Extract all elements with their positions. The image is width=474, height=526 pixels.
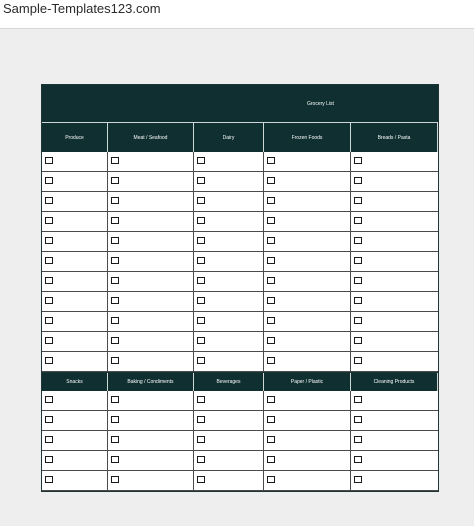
checkbox-icon[interactable] [45,157,53,164]
list-cell [194,292,264,312]
title-bar [42,85,438,123]
checkbox-icon[interactable] [267,337,275,344]
column-header-cleaning-products: Cleaning Products [351,373,438,391]
list-cell [42,152,108,172]
list-cell [42,252,108,272]
list-cell [194,391,264,411]
column-header-beverages: Beverages [194,373,264,391]
list-cell [351,212,438,232]
checkbox-icon[interactable] [354,177,362,184]
list-cell [264,451,351,471]
list-cell [42,212,108,232]
list-cell [42,451,108,471]
checkbox-icon[interactable] [197,357,205,364]
checkbox-icon[interactable] [354,197,362,204]
list-cell [264,192,351,212]
checkbox-icon[interactable] [45,257,53,264]
list-cell [42,431,108,451]
checkbox-icon[interactable] [111,416,119,423]
list-cell [264,312,351,332]
checkbox-icon[interactable] [197,217,205,224]
list-cell [351,232,438,252]
list-cell [108,431,194,451]
checkbox-icon[interactable] [354,396,362,403]
checkbox-icon[interactable] [45,277,53,284]
checkbox-icon[interactable] [111,237,119,244]
list-cell [108,292,194,312]
list-cell [108,352,194,372]
column-header-produce: Produce [42,123,108,152]
checkbox-icon[interactable] [45,197,53,204]
list-cell [194,411,264,431]
checkbox-icon[interactable] [354,317,362,324]
checkbox-icon[interactable] [267,277,275,284]
column-header-baking-condiments: Baking / Condiments [108,373,194,391]
list-cell [194,172,264,192]
list-cell [42,172,108,192]
list-cell [42,192,108,212]
list-cell [42,411,108,431]
list-cell [194,252,264,272]
list-cell [264,212,351,232]
checkbox-icon[interactable] [197,416,205,423]
checkbox-icon[interactable] [354,157,362,164]
checkbox-icon[interactable] [111,157,119,164]
list-cell [194,312,264,332]
checkbox-icon[interactable] [354,237,362,244]
list-cell [194,272,264,292]
checkbox-icon[interactable] [267,396,275,403]
checkbox-icon[interactable] [354,476,362,483]
list-cell [42,391,108,411]
list-cell [42,332,108,352]
checkbox-icon[interactable] [111,317,119,324]
column-header-snacks: Snacks [42,373,108,391]
list-cell [108,172,194,192]
list-cell [351,272,438,292]
checkbox-icon[interactable] [45,337,53,344]
list-cell [108,272,194,292]
checkbox-icon[interactable] [267,217,275,224]
list-cell [351,192,438,212]
checkbox-icon[interactable] [111,337,119,344]
checkbox-icon[interactable] [45,476,53,483]
list-cell [351,152,438,172]
list-cell [194,192,264,212]
checkbox-icon[interactable] [45,317,53,324]
checkbox-icon[interactable] [45,357,53,364]
checkbox-icon[interactable] [45,416,53,423]
grocery-list-table [41,84,439,492]
list-cell [108,451,194,471]
list-cell [42,312,108,332]
list-cell [108,391,194,411]
list-cell [42,352,108,372]
list-cell [194,352,264,372]
checkbox-icon[interactable] [354,436,362,443]
checkbox-icon[interactable] [197,297,205,304]
checkbox-icon[interactable] [111,257,119,264]
checkbox-icon[interactable] [197,257,205,264]
section-2-grid [42,372,438,491]
list-cell [108,471,194,491]
checkbox-icon[interactable] [267,456,275,463]
list-cell [108,232,194,252]
list-cell [351,292,438,312]
list-cell [351,352,438,372]
list-cell [351,451,438,471]
list-cell [264,272,351,292]
checkbox-icon[interactable] [45,456,53,463]
list-cell [108,212,194,232]
checkbox-icon[interactable] [111,456,119,463]
list-cell [42,232,108,252]
checkbox-icon[interactable] [45,237,53,244]
checkbox-icon[interactable] [111,357,119,364]
list-cell [351,252,438,272]
column-header-meat-seafood: Meat / Seafood [108,123,194,152]
document-sheet [0,28,474,526]
checkbox-icon[interactable] [111,277,119,284]
checkbox-icon[interactable] [267,297,275,304]
list-cell [108,411,194,431]
column-header-frozen-foods: Frozen Foods [264,123,351,152]
list-cell [194,451,264,471]
list-cell [194,232,264,252]
checkbox-icon[interactable] [197,197,205,204]
checkbox-icon[interactable] [267,257,275,264]
checkbox-icon[interactable] [354,416,362,423]
checkbox-icon[interactable] [267,317,275,324]
checkbox-icon[interactable] [197,476,205,483]
list-cell [108,332,194,352]
checkbox-icon[interactable] [267,357,275,364]
checkbox-icon[interactable] [111,217,119,224]
list-cell [264,471,351,491]
checkbox-icon[interactable] [267,416,275,423]
checkbox-icon[interactable] [197,436,205,443]
list-cell [264,252,351,272]
checkbox-icon[interactable] [45,297,53,304]
list-cell [264,152,351,172]
checkbox-icon[interactable] [111,436,119,443]
checkbox-icon[interactable] [111,197,119,204]
list-cell [351,172,438,192]
list-cell [194,431,264,451]
list-cell [264,332,351,352]
column-header-dairy: Dairy [194,123,264,152]
list-cell [351,471,438,491]
checkbox-icon[interactable] [267,476,275,483]
checkbox-icon[interactable] [111,177,119,184]
list-cell [194,471,264,491]
checkbox-icon[interactable] [197,317,205,324]
section-1-grid [42,123,438,372]
checkbox-icon[interactable] [354,297,362,304]
checkbox-icon[interactable] [197,456,205,463]
list-cell [264,172,351,192]
checkbox-icon[interactable] [197,396,205,403]
list-cell [194,152,264,172]
list-cell [264,352,351,372]
checkbox-icon[interactable] [354,337,362,344]
column-header-paper-plastic: Paper / Plastic [264,373,351,391]
list-cell [351,391,438,411]
list-cell [108,152,194,172]
checkbox-icon[interactable] [197,277,205,284]
checkbox-icon[interactable] [111,396,119,403]
checkbox-icon[interactable] [111,297,119,304]
checkbox-icon[interactable] [354,277,362,284]
list-cell [108,312,194,332]
checkbox-icon[interactable] [197,237,205,244]
list-cell [194,212,264,232]
list-cell [264,292,351,312]
site-watermark: Sample-Templates123.com [3,1,161,16]
checkbox-icon[interactable] [45,177,53,184]
checkbox-icon[interactable] [197,157,205,164]
list-cell [42,471,108,491]
checkbox-icon[interactable] [354,217,362,224]
grocery-list-title: Grocery List [307,101,334,107]
checkbox-icon[interactable] [45,217,53,224]
checkbox-icon[interactable] [267,436,275,443]
list-cell [108,252,194,272]
list-cell [264,431,351,451]
list-cell [264,232,351,252]
checkbox-icon[interactable] [267,157,275,164]
column-header-breads-pasta: Breads / Pasta [351,123,438,152]
checkbox-icon[interactable] [45,396,53,403]
checkbox-icon[interactable] [354,257,362,264]
checkbox-icon[interactable] [111,476,119,483]
list-cell [108,192,194,212]
checkbox-icon[interactable] [354,456,362,463]
list-cell [351,312,438,332]
list-cell [42,292,108,312]
checkbox-icon[interactable] [267,237,275,244]
checkbox-icon[interactable] [197,337,205,344]
checkbox-icon[interactable] [197,177,205,184]
list-cell [264,391,351,411]
checkbox-icon[interactable] [267,177,275,184]
list-cell [194,332,264,352]
checkbox-icon[interactable] [354,357,362,364]
list-cell [351,431,438,451]
list-cell [351,332,438,352]
list-cell [264,411,351,431]
list-cell [42,272,108,292]
checkbox-icon[interactable] [267,197,275,204]
list-cell [351,411,438,431]
checkbox-icon[interactable] [45,436,53,443]
